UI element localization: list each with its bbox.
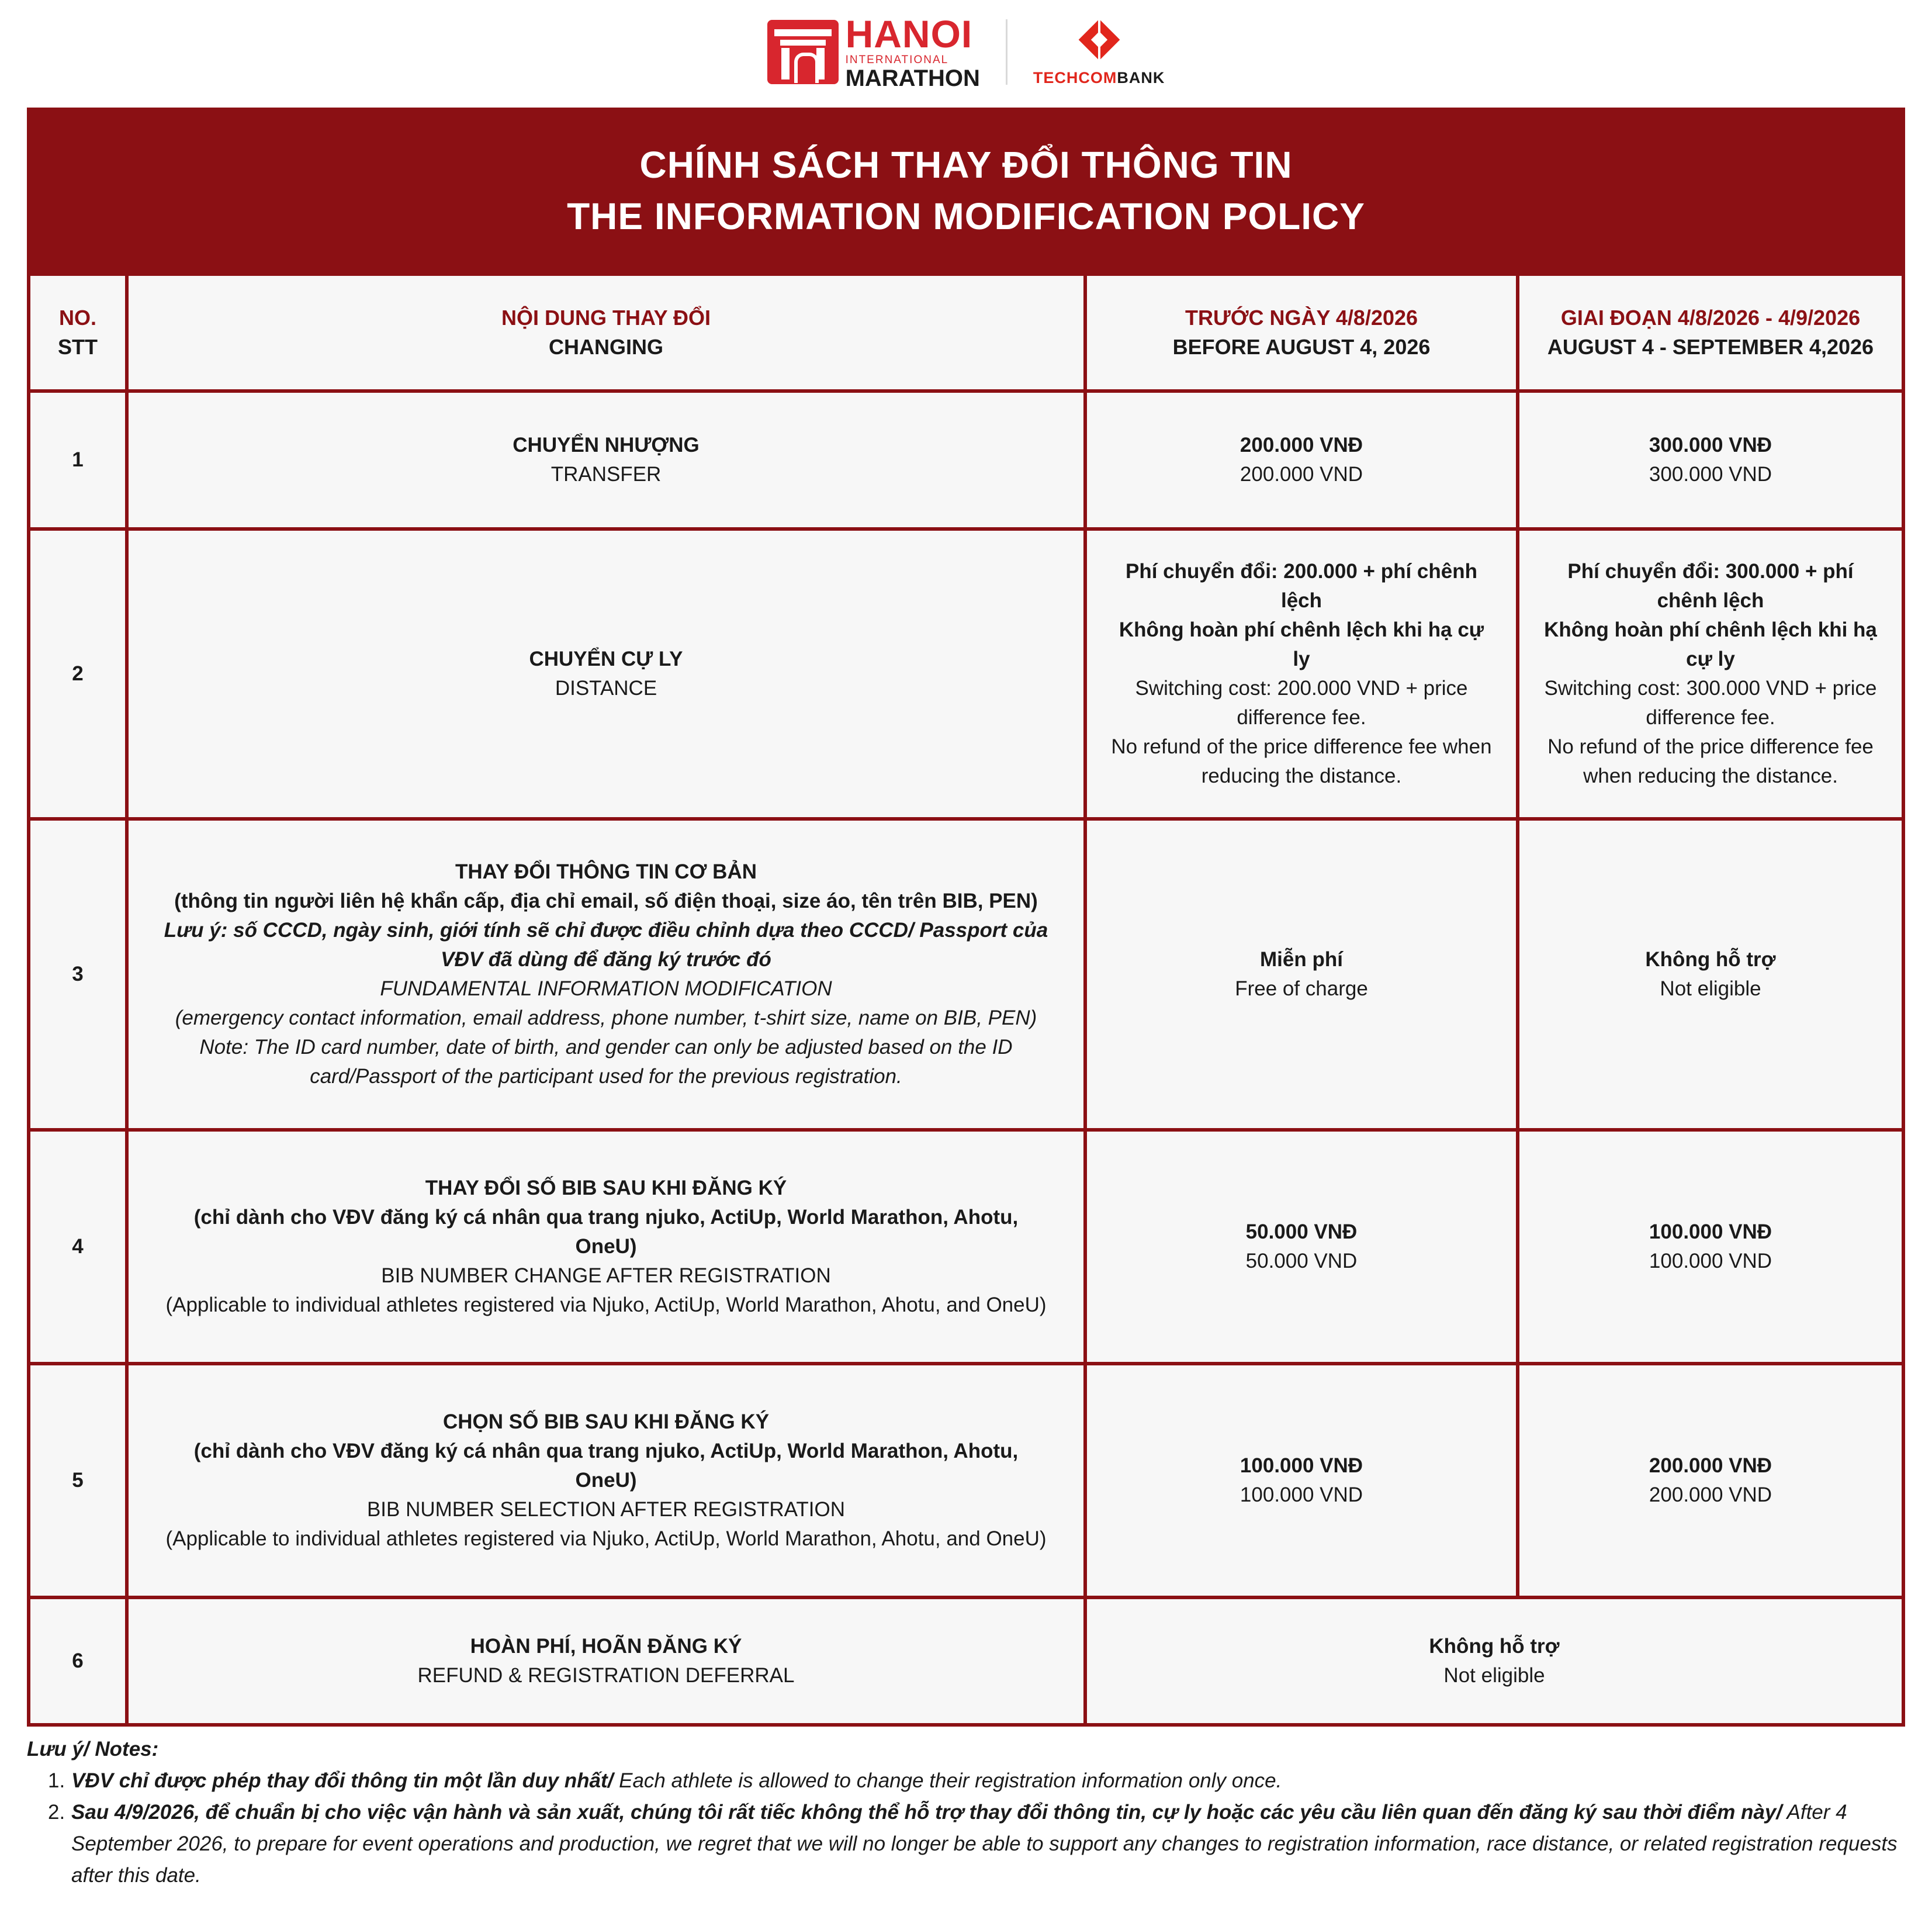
row-3-no: 3 [30, 821, 125, 1128]
row-5-no: 5 [30, 1365, 125, 1596]
policy-title [27, 108, 1905, 274]
row-5-period: 200.000 VNĐ 200.000 VND [1519, 1365, 1902, 1596]
row-1-period: 300.000 VNĐ 300.000 VND [1519, 393, 1902, 527]
logo-bar [0, 14, 1932, 90]
row-2-changing: CHUYỂN CỰ LY DISTANCE [129, 531, 1083, 817]
row-1-changing: CHUYỂN NHƯỢNG TRANSFER [129, 393, 1083, 527]
logo-divider [1006, 19, 1007, 85]
header-before: TRƯỚC NGÀY 4/8/2026 BEFORE AUGUST 4, 2026 [1087, 276, 1516, 389]
note-number: 2. [48, 1801, 65, 1824]
row-4-before: 50.000 VNĐ 50.000 VND [1087, 1132, 1516, 1362]
logo-marathon-text: MARATHON [845, 65, 980, 91]
row-1-before: 200.000 VNĐ 200.000 VND [1087, 393, 1516, 527]
row-4-no: 4 [30, 1132, 125, 1362]
note-text-vi: VĐV chỉ được phép thay đổi thông tin một lần duy nhất/ [71, 1769, 614, 1792]
row-6-changing: HOÀN PHÍ, HOÃN ĐĂNG KÝ REFUND & REGISTRATION DEFERRAL [129, 1599, 1083, 1723]
note-number: 1. [48, 1769, 65, 1792]
hanoi-marathon-logo [767, 12, 980, 91]
logo-international-text: INTERNATIONAL [845, 53, 949, 66]
row-3-before: Miễn phí Free of charge [1087, 821, 1516, 1128]
title-vi: CHÍNH SÁCH THAY ĐỔI THÔNG TIN [639, 144, 1293, 186]
row-5-changing: CHỌN SỐ BIB SAU KHI ĐĂNG KÝ (chỉ dành cho VĐV đăng ký cá nhân qua trang njuko, ActiUp, World Marathon, Ahotu, OneU) BIB NUMBER SELECTION AFTER REGISTRATION (Applicable to individual athletes registered via Njuko, ActiUp, World Marathon, Ahotu, and OneU) [129, 1365, 1083, 1596]
logo-hanoi-text: HANOI [845, 12, 973, 56]
note-text-en: Each athlete is allowed to change their registration information only once. [613, 1769, 1282, 1792]
header-period: GIAI ĐOẠN 4/8/2026 - 4/9/2026 AUGUST 4 - SEPTEMBER 4,2026 [1519, 276, 1902, 389]
temple-gate-icon [767, 20, 839, 84]
row-2-no: 2 [30, 531, 125, 817]
note-text-vi: Sau 4/9/2026, để chuẩn bị cho việc vận hành và sản xuất, chúng tôi rất tiếc không thể hỗ trợ thay đổi thông tin, cự ly hoặc các yêu cầu liên quan đến đăng ký sau thời điểm này/ [71, 1801, 1782, 1824]
row-1-no: 1 [30, 393, 125, 527]
techcombank-name: TECHCOMBANK [1033, 68, 1165, 87]
notes-title: Lưu ý/ Notes: [27, 1738, 159, 1760]
row-6-no: 6 [30, 1599, 125, 1723]
row-4-period: 100.000 VNĐ 100.000 VND [1519, 1132, 1902, 1362]
note-item [27, 1797, 1905, 1891]
row-3-period: Không hỗ trợ Not eligible [1519, 821, 1902, 1128]
header-no: NO. STT [30, 276, 125, 389]
row-2-period: Phí chuyển đổi: 300.000 + phí chênh lệch Không hoàn phí chênh lệch khi hạ cự ly Switching cost: 300.000 VND + price difference fee. No refund of the price difference fee when reducing the distance. [1519, 531, 1902, 817]
title-en: THE INFORMATION MODIFICATION POLICY [567, 195, 1365, 237]
note-text-en: After 4 September 2026, to prepare for event operations and production, we regret that we will no longer be able to support any changes to registration information, race distance, or related registration requests after this date. [71, 1801, 1898, 1887]
policy-table [27, 108, 1905, 1727]
row-2-before: Phí chuyển đổi: 200.000 + phí chênh lệch Không hoàn phí chênh lệch khi hạ cự ly Switching cost: 200.000 VND + price difference fee. No refund of the price difference fee when reducing the distance. [1087, 531, 1516, 817]
techcombank-diamond-icon [1077, 18, 1121, 62]
notes-section [27, 1734, 1905, 1891]
row-6-merged: Không hỗ trợ Not eligible [1087, 1599, 1902, 1723]
row-5-before: 100.000 VNĐ 100.000 VND [1087, 1365, 1516, 1596]
techcombank-logo [1033, 18, 1165, 87]
row-3-changing: THAY ĐỔI THÔNG TIN CƠ BẢN (thông tin người liên hệ khẩn cấp, địa chỉ email, số điện thoại, size áo, tên trên BIB, PEN) Lưu ý: số CCCD, ngày sinh, giới tính sẽ chỉ được điều chỉnh dựa theo CCCD/ Passport của VĐV đã dùng để đăng ký trước đó FUNDAMENTAL INFORMATION MODIFICATION (emergency contact information, email address, phone number, t-shirt size, name on BIB, PEN) Note: The ID card number, date of birth, and gender can only be adjusted based on the ID card/Passport of the participant used for the previous registration. [129, 821, 1083, 1128]
row-4-changing: THAY ĐỔI SỐ BIB SAU KHI ĐĂNG KÝ (chỉ dành cho VĐV đăng ký cá nhân qua trang njuko, ActiUp, World Marathon, Ahotu, OneU) BIB NUMBER CHANGE AFTER REGISTRATION (Applicable to individual athletes registered via Njuko, ActiUp, World Marathon, Ahotu, and OneU) [129, 1132, 1083, 1362]
header-changing: NỘI DUNG THAY ĐỔI CHANGING [129, 276, 1083, 389]
note-item [27, 1765, 1905, 1797]
